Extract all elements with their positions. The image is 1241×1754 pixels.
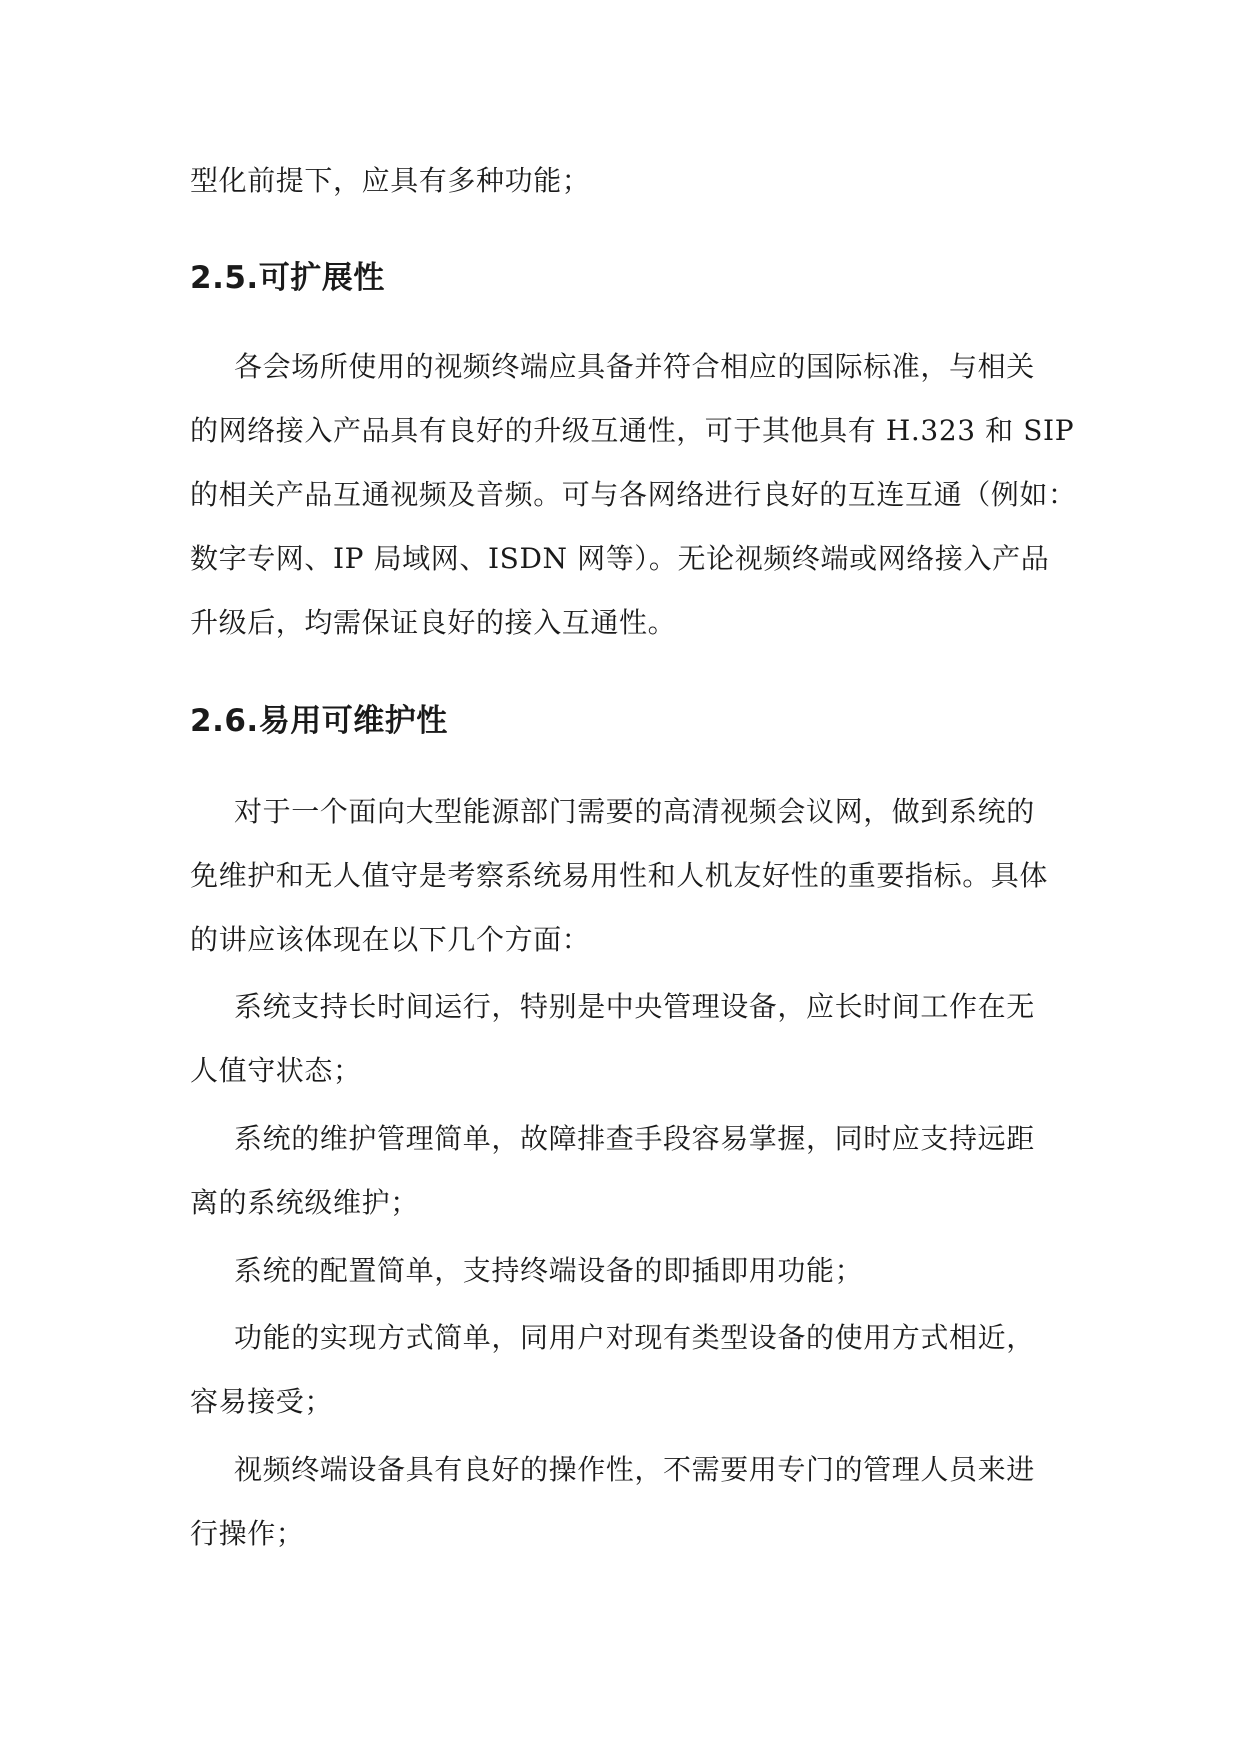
paragraph-line: 容易接受； (190, 1385, 334, 1418)
paragraph-line: 行操作； (190, 1517, 305, 1550)
paragraph-line: 数字专网、IP 局域网、ISDN 网等）。无论视频终端或网络接入产品 (190, 542, 1050, 575)
intro-line: 型化前提下，应具有多种功能； (190, 164, 591, 197)
paragraph-line: 系统的维护管理简单，故障排查手段容易掌握，同时应支持远距 (234, 1122, 1035, 1155)
paragraph-line: 的网络接入产品具有良好的升级互通性，可于其他具有 H.323 和 SIP (190, 414, 1075, 447)
paragraph-line: 免维护和无人值守是考察系统易用性和人机友好性的重要指标。具体 (190, 859, 1049, 892)
section-heading-2-6: 2.6.易用可维护性 (190, 703, 448, 739)
section-heading-2-5: 2.5.可扩展性 (190, 260, 385, 296)
paragraph-line: 功能的实现方式简单，同用户对现有类型设备的使用方式相近， (234, 1321, 1035, 1354)
paragraph-line: 升级后，均需保证良好的接入互通性。 (190, 606, 677, 639)
paragraph-line: 离的系统级维护； (190, 1186, 419, 1219)
paragraph-line: 系统的配置简单，支持终端设备的即插即用功能； (234, 1254, 864, 1287)
paragraph-line: 的讲应该体现在以下几个方面： (190, 923, 591, 956)
paragraph-line: 系统支持长时间运行，特别是中央管理设备，应长时间工作在无 (234, 990, 1035, 1023)
paragraph-line: 人值守状态； (190, 1054, 362, 1087)
paragraph-line: 对于一个面向大型能源部门需要的高清视频会议网，做到系统的 (234, 795, 1035, 828)
paragraph-line: 各会场所使用的视频终端应具备并符合相应的国际标准，与相关 (234, 350, 1035, 383)
paragraph-line: 视频终端设备具有良好的操作性，不需要用专门的管理人员来进 (234, 1453, 1035, 1486)
paragraph-line: 的相关产品互通视频及音频。可与各网络进行良好的互连互通（例如： (190, 478, 1077, 511)
